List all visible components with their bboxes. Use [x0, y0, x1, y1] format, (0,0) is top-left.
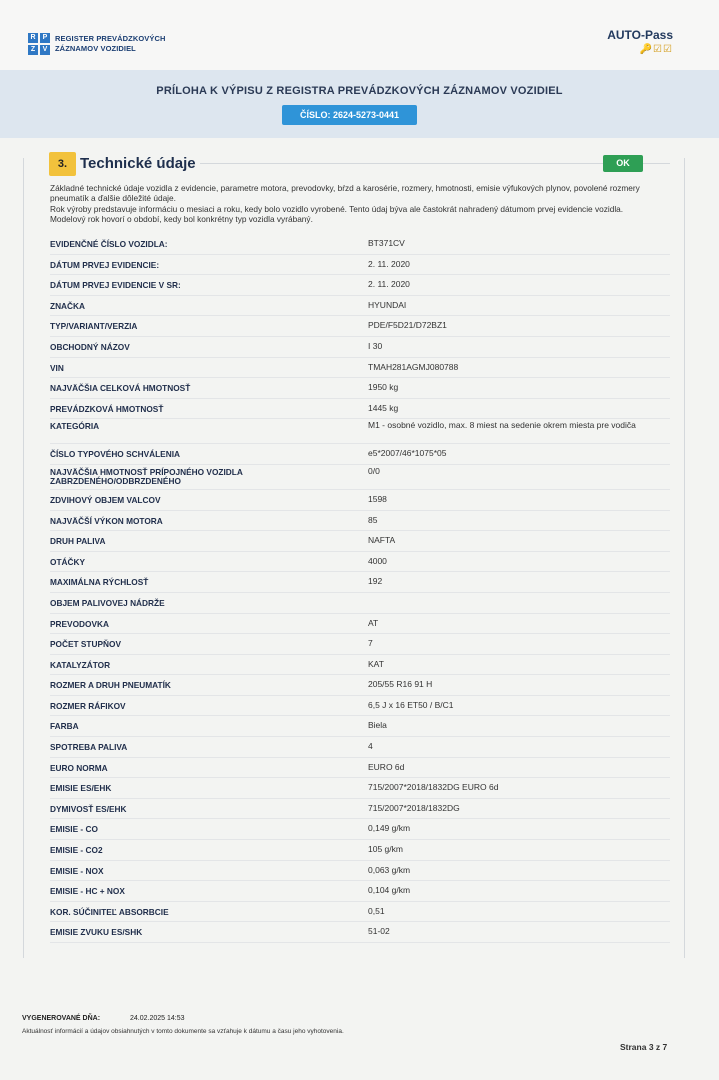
- row-value: KAT: [368, 658, 384, 669]
- row-value: 51-02: [368, 926, 390, 937]
- intro-paragraph: Základné technické údaje vozidla z evidencie, parametre motora, prevodovky, bŕzd a karosérie, rozmery, hmotnosti, emisie výfukových plynov, povolené rozmery pneumatík a ďalšie dôležité údaje.: [50, 183, 640, 203]
- row-value: 1445 kg: [368, 402, 399, 413]
- table-row: [50, 419, 670, 444]
- row-label: NAJVÄČŠIA HMOTNOSŤ PRÍPOJNÉHO VOZIDLA ZABRZDENÉHO/ODBRZDENÉHO: [50, 466, 243, 486]
- table-row: [50, 255, 670, 276]
- row-label: EMISIE - CO2: [50, 845, 103, 856]
- table-row: [50, 819, 670, 840]
- row-value: 0,063 g/km: [368, 864, 411, 875]
- row-label: VIN: [50, 362, 64, 373]
- table-row: [50, 399, 670, 420]
- table-row: [50, 737, 670, 758]
- table-row: [50, 316, 670, 337]
- row-value: 192: [368, 576, 383, 587]
- row-label: ČÍSLO TYPOVÉHO SCHVÁLENIA: [50, 449, 180, 460]
- row-value: 2. 11. 2020: [368, 258, 410, 269]
- table-row: [50, 552, 670, 573]
- technical-data-table: [50, 234, 670, 943]
- autopass-brand: [607, 28, 673, 55]
- row-value: Biela: [368, 720, 387, 731]
- logo-letter: R: [28, 33, 38, 43]
- logo-letter: V: [40, 45, 50, 55]
- intro-paragraph: Rok výroby predstavuje informáciu o mesiaci a roku, kedy bolo vozidlo vyrobené. Tento údaj býva ale častokrát nahradený dátumom prvej evidencie vozidla. Modelový rok hovorí o období, kedy bol konkrétny typ vozidla vyrábaný.: [50, 204, 624, 224]
- row-value: BT371CV: [368, 238, 405, 248]
- status-badge: OK: [603, 155, 643, 172]
- row-value: 0/0: [368, 465, 380, 476]
- logo-letter: Z: [28, 45, 38, 55]
- row-value: 4: [368, 741, 373, 752]
- row-value: EURO 6d: [368, 761, 405, 772]
- row-label: ROZMER A DRUH PNEUMATÍK: [50, 680, 171, 691]
- document-title: PRÍLOHA K VÝPISU Z REGISTRA PREVÁDZKOVÝCH ZÁZNAMOV VOZIDIEL: [156, 85, 563, 97]
- row-label: SPOTREBA PALIVA: [50, 742, 128, 753]
- logo-letter: P: [40, 33, 50, 43]
- row-label: DÁTUM PRVEJ EVIDENCIE V SR:: [50, 280, 181, 291]
- footer-note: Aktuálnosť informácií a údajov obsiahnutých v tomto dokumente sa vzťahuje k dátumu a času jeho vyhotovenia.: [22, 1028, 344, 1035]
- row-value: 6,5 J x 16 ET50 / B/C1: [368, 699, 454, 710]
- row-label: TYP/VARIANT/VERZIA: [50, 321, 138, 332]
- row-value: e5*2007/46*1075*05: [368, 448, 447, 459]
- table-row: [50, 655, 670, 676]
- table-row: [50, 614, 670, 635]
- section-number: 3.: [49, 152, 76, 176]
- table-row: [50, 922, 670, 943]
- document-banner: [0, 70, 719, 138]
- table-row: [50, 799, 670, 820]
- row-value: PDE/F5D21/D72BZ1: [368, 320, 447, 331]
- logo-line-2: ZÁZNAMOV VOZIDIEL: [55, 44, 136, 53]
- row-value: 715/2007*2018/1832DG: [368, 802, 460, 813]
- row-label: KOR. SÚČINITEĽ ABSORBCIE: [50, 906, 169, 917]
- key-check-icon: 🔑☑☑: [639, 44, 673, 55]
- table-row: [50, 465, 670, 490]
- table-row: [50, 296, 670, 317]
- row-label: EMISIE ES/EHK: [50, 783, 112, 794]
- row-value: 1950 kg: [368, 382, 399, 393]
- generated-date: 24.02.2025 14:53: [130, 1015, 185, 1022]
- row-value: HYUNDAI: [368, 299, 407, 310]
- table-row: [50, 902, 670, 923]
- row-label: NAJVÄČŠIA CELKOVÁ HMOTNOSŤ: [50, 383, 191, 394]
- table-row: [50, 675, 670, 696]
- table-row: [50, 840, 670, 861]
- table-row: [50, 572, 670, 593]
- table-row: [50, 696, 670, 717]
- row-label: ZDVIHOVÝ OBJEM VALCOV: [50, 494, 161, 505]
- row-label: EMISIE ZVUKU ES/SHK: [50, 927, 143, 938]
- row-value: NAFTA: [368, 535, 396, 546]
- row-label: ZNAČKA: [50, 300, 86, 311]
- table-row: [50, 716, 670, 737]
- row-label: DRUH PALIVA: [50, 536, 106, 547]
- row-label: KATEGÓRIA: [50, 421, 100, 432]
- table-row: [50, 444, 670, 465]
- table-row: [50, 511, 670, 532]
- footer-generated: [22, 1015, 185, 1022]
- row-label: DYMIVOSŤ ES/EHK: [50, 803, 127, 814]
- section-intro: [50, 183, 660, 224]
- row-label: KATALYZÁTOR: [50, 659, 111, 670]
- table-row: [50, 778, 670, 799]
- table-row: [50, 861, 670, 882]
- row-label: OTÁČKY: [50, 556, 86, 567]
- row-value: 0,149 g/km: [368, 823, 411, 834]
- table-row: [50, 634, 670, 655]
- row-value: 0,104 g/km: [368, 885, 411, 896]
- row-value: 105 g/km: [368, 844, 403, 855]
- row-label: NAJVÄČŠÍ VÝKON MOTORA: [50, 515, 163, 526]
- row-label: EMISIE - CO: [50, 824, 98, 835]
- document-number-badge: ČÍSLO: 2624-5273-0441: [282, 105, 417, 125]
- logo-mark: [28, 33, 50, 55]
- row-label: OBCHODNÝ NÁZOV: [50, 341, 130, 352]
- row-label: EMISIE - NOX: [50, 865, 104, 876]
- table-row: [50, 758, 670, 779]
- row-value: M1 - osobné vozidlo, max. 8 miest na sedenie okrem miesta pre vodiča: [368, 420, 636, 431]
- table-row: [50, 881, 670, 902]
- row-value: AT: [368, 617, 379, 628]
- section-title: Technické údaje: [80, 155, 196, 172]
- logo-line-1: REGISTER PREVÁDZKOVÝCH: [55, 34, 166, 43]
- row-value: 0,51: [368, 905, 385, 916]
- row-label: EVIDENČNÉ ČÍSLO VOZIDLA:: [50, 239, 168, 249]
- page-header: [0, 0, 719, 70]
- row-value: 205/55 R16 91 H: [368, 679, 433, 690]
- row-label: OBJEM PALIVOVEJ NÁDRŽE: [50, 597, 165, 608]
- row-label: POČET STUPŇOV: [50, 639, 121, 650]
- table-row: [50, 358, 670, 379]
- autopass-name: AUTO-Pass: [607, 28, 673, 42]
- page-number: Strana 3 z 7: [620, 1042, 668, 1052]
- row-value: 4000: [368, 555, 387, 566]
- row-value: 85: [368, 514, 378, 525]
- row-value: 2. 11. 2020: [368, 279, 410, 290]
- table-row: [50, 234, 670, 255]
- table-row: [50, 490, 670, 511]
- row-label: MAXIMÁLNA RÝCHLOSŤ: [50, 577, 149, 588]
- logo-text: [55, 34, 166, 54]
- row-label: PREVÁDZKOVÁ HMOTNOSŤ: [50, 403, 164, 414]
- row-label: FARBA: [50, 721, 79, 732]
- generated-label: VYGENEROVANÉ DŇA:: [22, 1015, 101, 1022]
- rpzv-logo: [28, 33, 166, 55]
- table-row: [50, 378, 670, 399]
- row-label: ROZMER RÁFIKOV: [50, 700, 126, 711]
- table-row: [50, 275, 670, 296]
- section-divider: [200, 163, 670, 164]
- row-value: 715/2007*2018/1832DG EURO 6d: [368, 782, 499, 793]
- row-label: DÁTUM PRVEJ EVIDENCIE:: [50, 259, 160, 270]
- table-row: [50, 593, 670, 614]
- row-value: I 30: [368, 340, 383, 351]
- row-value: TMAH281AGMJ080788: [368, 361, 459, 372]
- row-label: EURO NORMA: [50, 762, 108, 773]
- row-label: PREVODOVKA: [50, 618, 110, 629]
- table-row: [50, 337, 670, 358]
- row-value: 7: [368, 638, 373, 649]
- row-value: 1598: [368, 493, 387, 504]
- table-row: [50, 531, 670, 552]
- row-label: EMISIE - HC + NOX: [50, 886, 125, 897]
